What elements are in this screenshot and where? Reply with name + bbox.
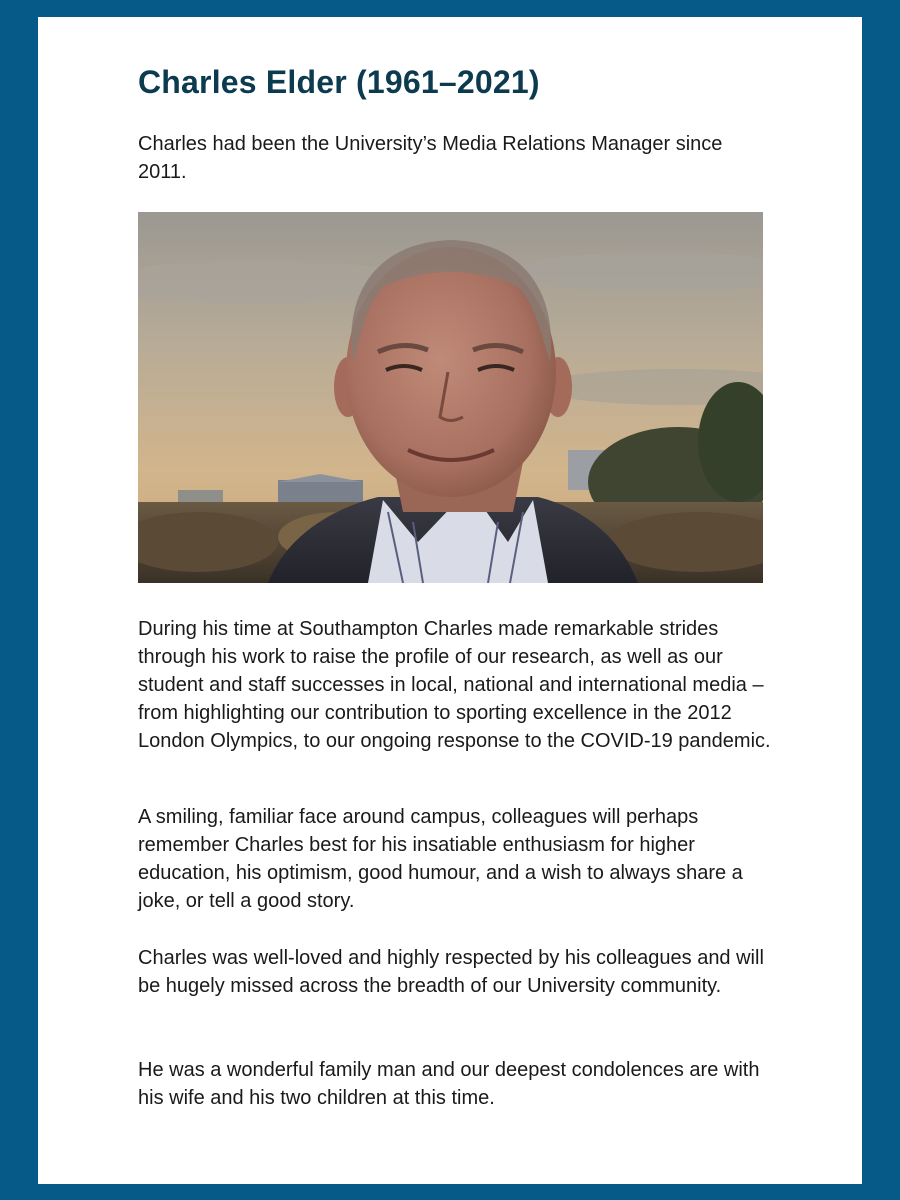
body-paragraph-4: He was a wonderful family man and our deepest condolences are with his wife and his two children at this time.	[138, 1059, 760, 1109]
body-paragraph-1: During his time at Southampton Charles made remarkable strides through his work to raise the profile of our research, as well as our student and staff successes in local, national and international media – from highlighting our contribution to sporting excellence in the 2012 London Olympics, to our ongoing response to the COVID-19 pandemic.	[138, 618, 771, 752]
intro-paragraph: Charles had been the University’s Media Relations Manager since 2011.	[138, 133, 723, 183]
memorial-card	[38, 17, 862, 1184]
article-title: Charles Elder (1961–2021)	[138, 64, 540, 100]
body-paragraph-2: A smiling, familiar face around campus, colleagues will perhaps remember Charles best for his insatiable enthusiasm for higher education, his optimism, good humour, and a wish to always share a joke, or tell a good story.	[138, 806, 743, 912]
portrait-photo	[138, 212, 763, 583]
body-paragraph-3: Charles was well-loved and highly respected by his colleagues and will be hugely missed across the breadth of our University community.	[138, 947, 764, 997]
